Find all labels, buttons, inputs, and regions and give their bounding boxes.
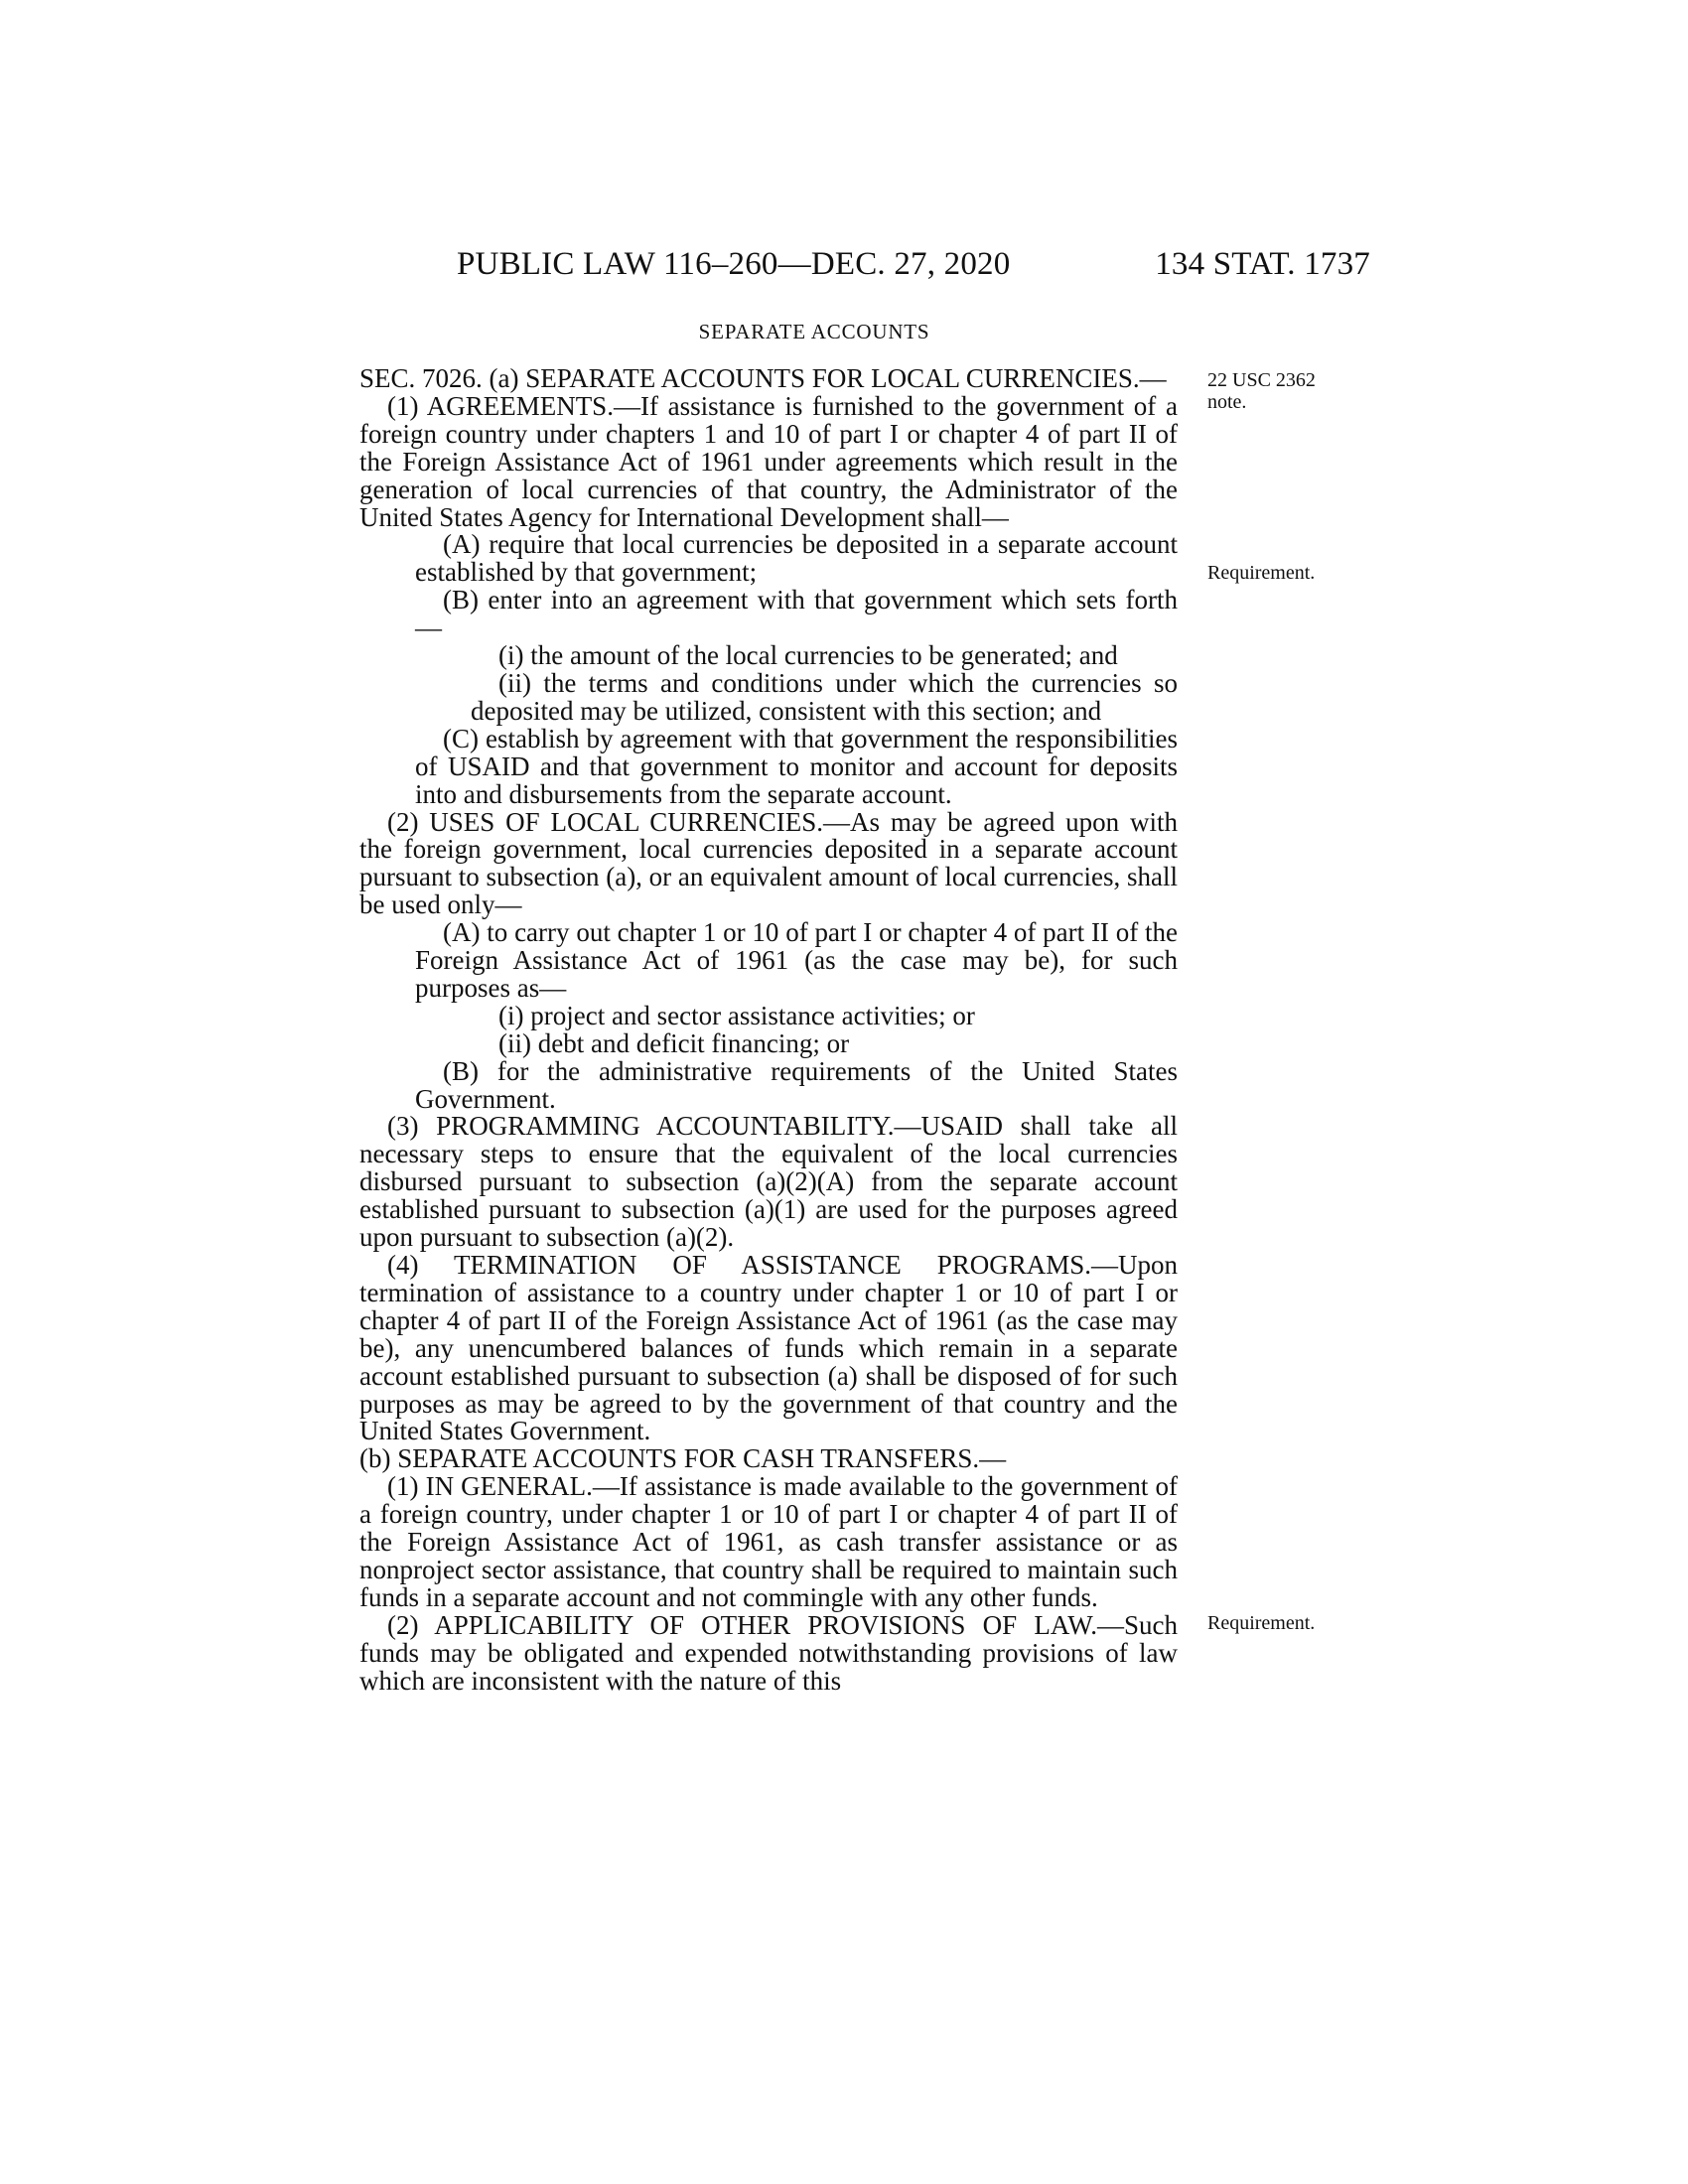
- paragraph-a1-agreements: (1) AGREEMENTS.—If assistance is furnished to the government of a foreign country under chapters 1 and 10 of part I or chapter 4 of part II of the Foreign Assistance Act of 1961 under agreements which result in the generation of local currencies of that country, the Administrator of the United States Agency for International Development shall—: [359, 390, 1178, 532]
- item-a2Ai: (i) project and sector assistance activities; or: [498, 1000, 975, 1030]
- usc-citation: 22 USC 2362: [1207, 369, 1316, 391]
- subsection-b-heading: (b) SEPARATE ACCOUNTS FOR CASH TRANSFERS.—: [359, 1443, 1007, 1474]
- section-heading: SEPARATE ACCOUNTS: [698, 320, 930, 343]
- public-law-citation: PUBLIC LAW 116–260—DEC. 27, 2020: [457, 246, 1011, 282]
- paragraph-a2-uses: (2) USES OF LOCAL CURRENCIES.—As may be agreed upon with the foreign government, local currencies deposited in a separate account pursuant to subsection (a), or an equivalent amount of local currencies, shall be used only—: [359, 806, 1178, 920]
- margin-note-usc: [1207, 369, 1316, 413]
- section-7026-heading: SEC. 7026. (a) SEPARATE ACCOUNTS FOR LOCAL CURRENCIES.—: [359, 363, 1167, 393]
- statute-page-number: 134 STAT. 1737: [1155, 246, 1370, 282]
- running-header: [457, 246, 1370, 292]
- clause-a1A: (A) require that local currencies be deposited in a separate account established by that government;: [415, 529, 1178, 588]
- usc-note: note.: [1207, 391, 1247, 413]
- paragraph-b1-general: (1) IN GENERAL.—If assistance is made available to the government of a foreign country, under chapter 1 or 10 of part I or chapter 4 of part II of the Foreign Assistance Act of 1961, as cash transfer assistance or as nonproject sector assistance, that country shall be required to maintain such funds in a separate account and not commingle with any other funds.: [359, 1471, 1178, 1612]
- margin-note-requirement-b: Requirement.: [1207, 1612, 1316, 1634]
- statute-body: [359, 365, 1178, 1696]
- clause-a1C: (C) establish by agreement with that government the responsibilities of USAID and that government to monitor and account for deposits into and disbursements from the separate account.: [415, 723, 1178, 809]
- clause-a1B: (B) enter into an agreement with that government which sets forth—: [415, 585, 1178, 643]
- clause-a2A: (A) to carry out chapter 1 or 10 of part I or chapter 4 of part II of the Foreign Assistance Act of 1961 (as the case may be), for such purposes as—: [415, 917, 1178, 1003]
- item-a1Bi: (i) the amount of the local currencies to be generated; and: [498, 640, 1118, 671]
- paragraph-a4-termination: (4) TERMINATION OF ASSISTANCE PROGRAMS.—Upon termination of assistance to a country under chapter 1 or 10 of part I or chapter 4 of part II of the Foreign Assistance Act of 1961 (as the case may be), any unencumbered balances of funds which remain in a separate account established pursuant to subsection (a) shall be disposed of for such purposes as may be agreed to by the government of that country and the United States Government.: [359, 1250, 1178, 1446]
- paragraph-b2-applicability: (2) APPLICABILITY OF OTHER PROVISIONS OF LAW.—Such funds may be obligated and expended notwithstanding provisions of law which are inconsistent with the nature of this: [359, 1609, 1178, 1696]
- clause-a2B: (B) for the administrative requirements of the United States Government.: [415, 1055, 1178, 1114]
- margin-note-requirement-a: Requirement.: [1207, 562, 1316, 584]
- paragraph-a3-programming: (3) PROGRAMMING ACCOUNTABILITY.—USAID shall take all necessary steps to ensure that the equivalent of the local currencies disbursed pursuant to subsection (a)(2)(A) from the separate account established pursuant to subsection (a)(1) are used for the purposes agreed upon pursuant to subsection (a)(2).: [359, 1111, 1178, 1253]
- item-a2Aii: (ii) debt and deficit financing; or: [498, 1027, 850, 1058]
- item-a1Bii: (ii) the terms and conditions under which the currencies so deposited may be utilized, consistent with this section; and: [471, 667, 1178, 726]
